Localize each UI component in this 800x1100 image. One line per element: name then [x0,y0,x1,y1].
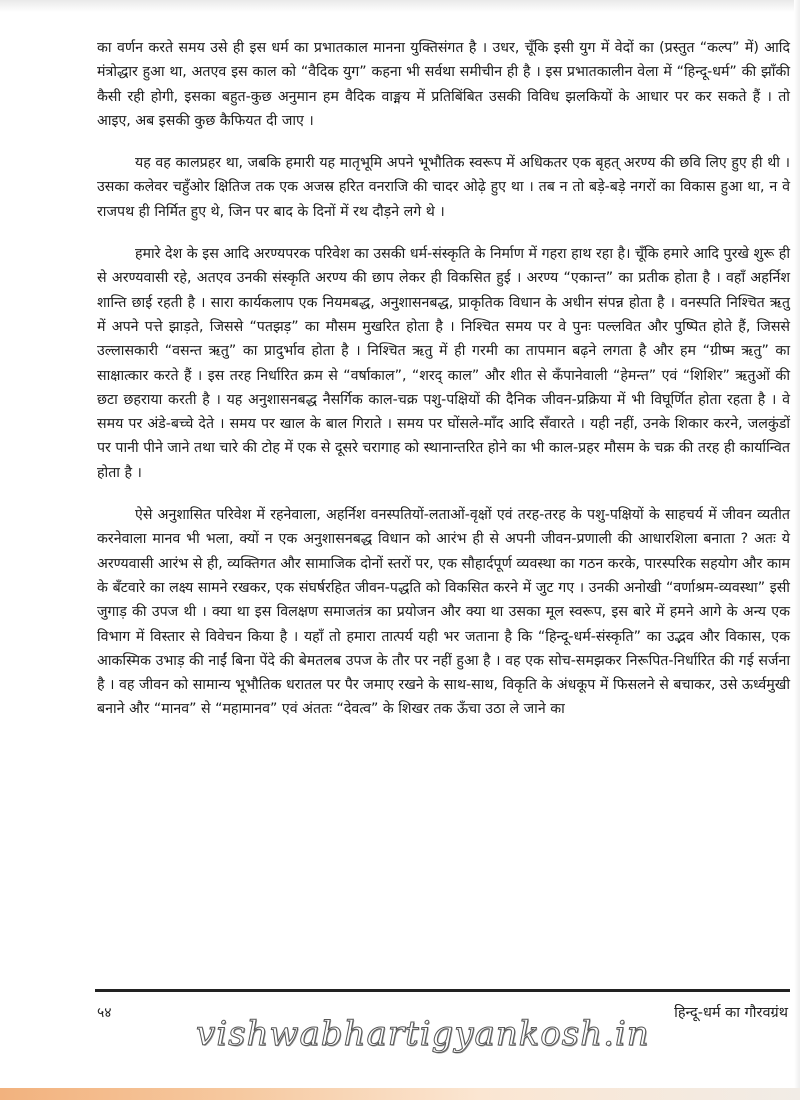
paragraph-2: यह वह कालप्रहर था, जबकि हमारी यह मातृभूमि अपने भूभौतिक स्वरूप में अधिकतर एक बृहत् अरण्य की छवि लिए हुए ही थी । उसका कलेवर चहुँओर क्षितिज तक एक अजस्र हरित वनराजि की चादर ओढ़े हुए था । तब न तो बड़े-बड़े नगरों का विकास हुआ था, न वे राजपथ ही निर्मित हुए थे, जिन पर बाद के दिनों में रथ दौड़ने लगे थे । [97,155,790,220]
footer-rule [95,989,790,992]
page-right-edge [794,0,800,1100]
watermark: vishwabhartigyankosh.in [196,1014,650,1054]
page-number: ५४ [97,1005,112,1021]
running-title: हिन्दू-धर्म का गौरवग्रंथ [674,1005,788,1021]
paragraph-3: हमारे देश के इस आदि अरण्यपरक परिवेश का उसकी धर्म-संस्कृति के निर्माण में गहरा हाथ रहा है। चूँकि हमारे आदि पुरखे शुरू ही से अरण्यवासी रहे, अतएव उनकी संस्कृति अरण्य की छाप लेकर ही विकसित हुई । अरण्य “एकान्त” का प्रतीक होता है । वहाँ अहर्निश शान्ति छाई रहती है । सारा कार्यकलाप एक नियमबद्ध, अनुशासनबद्ध, प्राकृतिक विधान के अधीन संपन्न होता है । वनस्पति निश्चित ऋतु में अपने पत्ते झाड़ते, जिससे “पतझड़” का मौसम मुखरित होता है । निश्चित समय पर वे पुनः पल्लवित और पुष्पित होते हैं, जिससे उल्लासकारी “वसन्त ऋतु” का प्रादुर्भाव होता है । निश्चित ऋतु में ही गरमी का तापमान बढ़ने लगता है और हम “ग्रीष्म ऋतु” का साक्षात्कार करते हैं । इस तरह निर्धारित क्रम से “वर्षाकाल”, “शरद् काल” और शीत से कँपानेवाली “हेमन्त” एवं “शिशिर” ऋतुओं की छटा छहराया करती है । यह अनुशासनबद्ध नैसर्गिक काल-चक्र पशु-पक्षियों की दैनिक जीवन-प्रक्रिया में भी विघूर्णित होता रहता है । वे समय पर अंडे-बच्चे देते । समय पर खाल के बाल गिराते । समय पर घोंसले-माँद आदि सँवारते । यही नहीं, उनके शिकार करने, जलकुंडों पर पानी पीने जाने तथा चारे की टोह में एक से दूसरे चरागाह को स्थानान्तरित होने का भी काल-प्रहर मौसम के चक्र की तरह ही कार्यान्वित होता है । [97,246,790,481]
page-bottom-edge [0,1088,800,1100]
page-top-shadow [0,0,800,12]
page-body [97,36,790,722]
paragraph-1: का वर्णन करते समय उसे ही इस धर्म का प्रभातकाल मानना युक्तिसंगत है । उधर, चूँकि इसी युग में वेदों का (प्रस्तुत “कल्प” में) आदि मंत्रोद्धार हुआ था, अतएव इस काल को “वैदिक युग” कहना भी सर्वथा समीचीन ही है । इस प्रभातकालीन वेला में “हिन्दू-धर्म” की झाँकी कैसी रही होगी, इसका बहुत-कुछ अनुमान हम वैदिक वाङ्मय में प्रतिबिंबित उसकी विविध झलकियों के आधार पर कर सकते हैं । तो आइए, अब इसकी कुछ कैफियत दी जाए । [97,40,790,129]
paragraph-4: ऐसे अनुशासित परिवेश में रहनेवाला, अहर्निश वनस्पतियों-लताओं-वृक्षों एवं तरह-तरह के पशु-पक्षियों के साहचर्य में जीवन व्यतीत करनेवाला मानव भी भला, क्यों न एक अनुशासनबद्ध विधान को आरंभ ही से अपनी जीवन-प्रणाली की आधारशिला बनाता ? अतः ये अरण्यवासी आरंभ से ही, व्यक्तिगत और सामाजिक दोनों स्तरों पर, एक सौहार्दपूर्ण व्यवस्था का गठन करके, पारस्परिक सहयोग और काम के बँटवारे का लक्ष्य सामने रखकर, एक संघर्षरहित जीवन-पद्धति को विकसित करने में जुट गए । उनकी अनोखी “वर्णाश्रम-व्यवस्था” इसी जुगाड़ की उपज थी । क्या था इस विलक्षण समाजतंत्र का प्रयोजन और क्या था उसका मूल स्वरूप, इस बारे में हमने आगे के अन्य एक विभाग में विस्तार से विवेचन किया है । यहाँ तो हमारा तात्पर्य यही भर जताना है कि “हिन्दू-धर्म-संस्कृति” का उद्भव और विकास, एक आकस्मिक उभाड़ की नाईं बिना पेंदे की बेमतलब उपज के तौर पर नहीं हुआ है । वह एक सोच-समझकर निरूपित-निर्धारित की गई सर्जना है । वह जीवन को सामान्य भूभौतिक धरातल पर पैर जमाए रखने के साथ-साथ, विकृति के अंधकूप में फिसलने से बचाकर, उसे ऊर्ध्वमुखी बनाने और “मानव” से “महामानव” एवं अंततः “देवत्व” के शिखर तक ऊँचा उठा ले जाने का [97,507,790,718]
